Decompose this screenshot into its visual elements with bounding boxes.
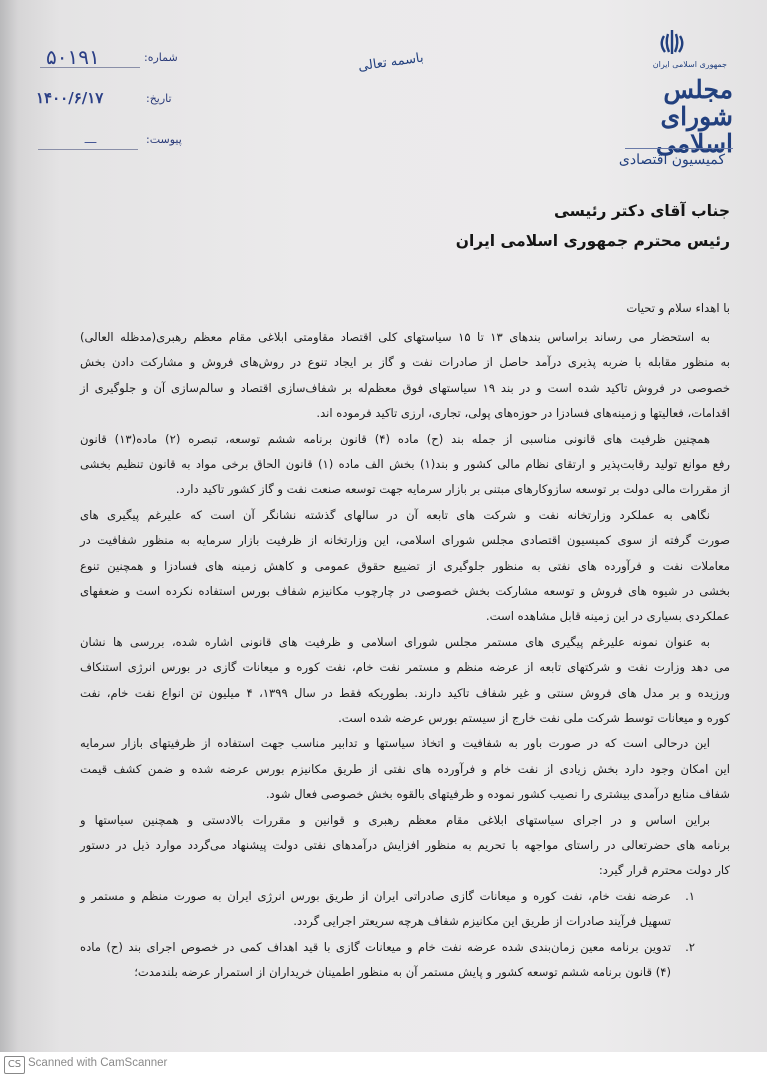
- paragraph-3-line: معاملات نفت و فرآورده های نفتی به منظور جلوگیری از تضییع حقوق عمومی و کاهش زمینه های فسادزا و همچنین تنوع: [80, 558, 730, 573]
- date-label: تاریخ:: [146, 92, 172, 105]
- paragraph-1-line: خصوصی در فروش تاکید شده است و در بند ۱۹ سیاستهای فوق معظم‌له بر شفاف‌سازی اقتصاد و سالم‌سازی آن و جلوگیری از: [80, 380, 730, 395]
- paragraph-4-line: می دهد وزارت نفت و شرکتهای تابعه از عرضه منظم و مستمر نفت خام، نفت کوره و میعانات گازی در بورس انرژی استنکاف: [80, 660, 730, 675]
- paragraph-4-line: ورزیده و بر مدل های فروش سنتی و غیر شفاف تاکید دارند. بطوریکه فقط در سال ۱۳۹۹، ۴ میلیون تن انواع نفت خام، نفت: [80, 685, 730, 700]
- paragraph-4-line: به عنوان نمونه علیرغم پیگیری های مستمر مجلس شورای اسلامی و ظرفیت های قانونی اشاره شده، بررسی ها نشان: [80, 634, 710, 649]
- list-item-number: ۱.: [685, 888, 695, 903]
- list-item-2-line: (۴) قانون برنامه ششم توسعه کشور و پایش مستمر آن به منظور اطمینان خریداران از استمرار عرضه بلندمدت؛: [134, 965, 671, 979]
- paragraph-1-line: اقدامات، فعالیتها و زمینه‌های فسادزا در حوزه‌های پولی، تجاری، ارزی تاکید فرموده اند.: [316, 406, 730, 421]
- meta-fields: [36, 45, 182, 155]
- scanner-footer: [0, 1052, 767, 1080]
- camscanner-watermark: Scanned with CamScanner: [28, 1057, 168, 1069]
- paragraph-4-line: کوره و میعانات توسط شرکت ملی نفت خارج از سیستم بورس عرضه شده است.: [338, 711, 730, 725]
- camscanner-logo-icon: CS: [4, 1056, 25, 1074]
- paragraph-5-line: شفاف منابع درآمدی بیشتری را نصیب کشور نموده و ظرفیتهای بالقوه بخش خصوصی فعال شود.: [265, 787, 730, 802]
- list-item-1-line: عرضه نفت خام، نفت کوره و میعانات گازی صادراتی ایران از طریق بورس انرژی ایران به صورت منظم و مستمر و: [80, 888, 671, 903]
- paragraph-6-line: براین اساس و در اجرای سیاستهای ابلاغی مقام معظم رهبری و قوانین و مقررات بالادستی و همچنین سیاستها و: [80, 812, 710, 827]
- recipient-title: رئیس محترم جمهوری اسلامی ایران: [455, 232, 730, 250]
- paragraph-2-line: از مقررات مالی دولت بر توسعه سازوکارهای مبتنی بر بازار سرمایه جهت توسعه صنعت نفت و گاز کشور تاکید دارد.: [175, 482, 730, 497]
- letterhead-republic: جمهوری اسلامی ایران: [652, 60, 727, 69]
- list-item-number: ۲.: [685, 939, 695, 954]
- paragraph-1-line: به استحضار می رساند براساس بندهای ۱۳ تا ۱۵ سیاستهای کلی اقتصاد مقاومتی ابلاغی مقام معظم رهبری(مدظله العالی): [80, 330, 710, 344]
- letterhead-divider: [625, 148, 733, 149]
- paragraph-1-line: به منظور مقابله با ضربه پذیری درآمد حاصل از صادرات نفت و گاز بر ایجاد تنوع در روش‌های فروش و مشارکت دادن بخش: [80, 355, 730, 370]
- iran-emblem-icon: [655, 28, 689, 58]
- paragraph-3-line: نگاهی به عملکرد وزارتخانه نفت و شرکت های تابعه آن در سالهای گذشته نشانگر آن است که علیرغم پیگیری های: [80, 507, 710, 522]
- paragraph-3-line: عملکردی بسیاری در این زمینه قابل مشاهده است.: [485, 609, 730, 624]
- attachment-value: —: [84, 135, 97, 150]
- list-item-2-line: تدوین برنامه معین زمان‌بندی شده عرضه نفت خام و میعانات گازی با قید اهداف کمی در خصوص اجرای بند (ح) ماده: [80, 939, 671, 954]
- invocation: باسمه تعالی: [357, 50, 425, 75]
- attachment-label: پیوست:: [146, 133, 182, 146]
- greeting: با اهداء سلام و تحیات: [626, 301, 730, 315]
- paragraph-6-line: کار دولت محترم قرار گیرد:: [598, 863, 730, 878]
- list-item-1-line: تسهیل فرآیند صادرات از طریق این مکانیزم شفاف هرچه سریعتر اجرایی گردد.: [293, 914, 671, 929]
- letter-number: ۵۰۱۹۱: [46, 45, 100, 69]
- letterhead-commission: کمیسیون اقتصادی: [618, 152, 725, 168]
- letter-date: ۱۴۰۰/۶/۱۷: [36, 89, 104, 107]
- number-label: شماره:: [144, 51, 178, 64]
- paragraph-6-line: برنامه های حضرتعالی در راستای مواجهه با تحریم به منظور افزایش درآمدهای نفتی دولت پیشنهاد می‌گردد موارد ذیل در دستور: [80, 838, 730, 852]
- paragraph-3-line: صورت گرفته از سوی کمیسیون اقتصادی مجلس شورای اسلامی، این وزارتخانه از ظرفیت بازار سرمایه به منظور شفافیت در: [80, 533, 730, 548]
- letterhead-parliament: مجلس شورای اسلامی: [655, 75, 733, 158]
- letterhead: [613, 28, 733, 178]
- paragraph-3-line: بخشی در شیوه های فروش و توسعه مشارکت بخش خصوصی در چارچوب مکانیزم شفاف بورس استفاده نکرده است و ضعفهای: [80, 584, 730, 598]
- paragraph-2-line: همچنین ظرفیت های قانونی مناسبی از جمله بند (ح) ماده (۴) قانون برنامه ششم توسعه، تبصره (۲) ماده(۱۳) قانون: [80, 431, 710, 446]
- recipient-name: جناب آقای دکتر رئیسی: [553, 202, 730, 220]
- paragraph-2-line: رفع موانع تولید رقابت‌پذیر و ارتقای نظام مالی کشور و بند(۱) بخش الف ماده (۱) قانون الحاق برخی مواد به قانون تنظیم بخشی: [80, 457, 730, 471]
- paragraph-5-line: این امکان وجود دارد بخش زیادی از نفت خام و فرآورده های نفتی از طریق مکانیزم بورس عرضه شده و ضمن کشف قیمت: [80, 761, 730, 776]
- paragraph-5-line: این درحالی است که در صورت باور به شفافیت و اتخاذ سیاستها و تدابیر مناسب جهت استفاده از ظرفیتهای بازار سرمایه: [80, 736, 710, 751]
